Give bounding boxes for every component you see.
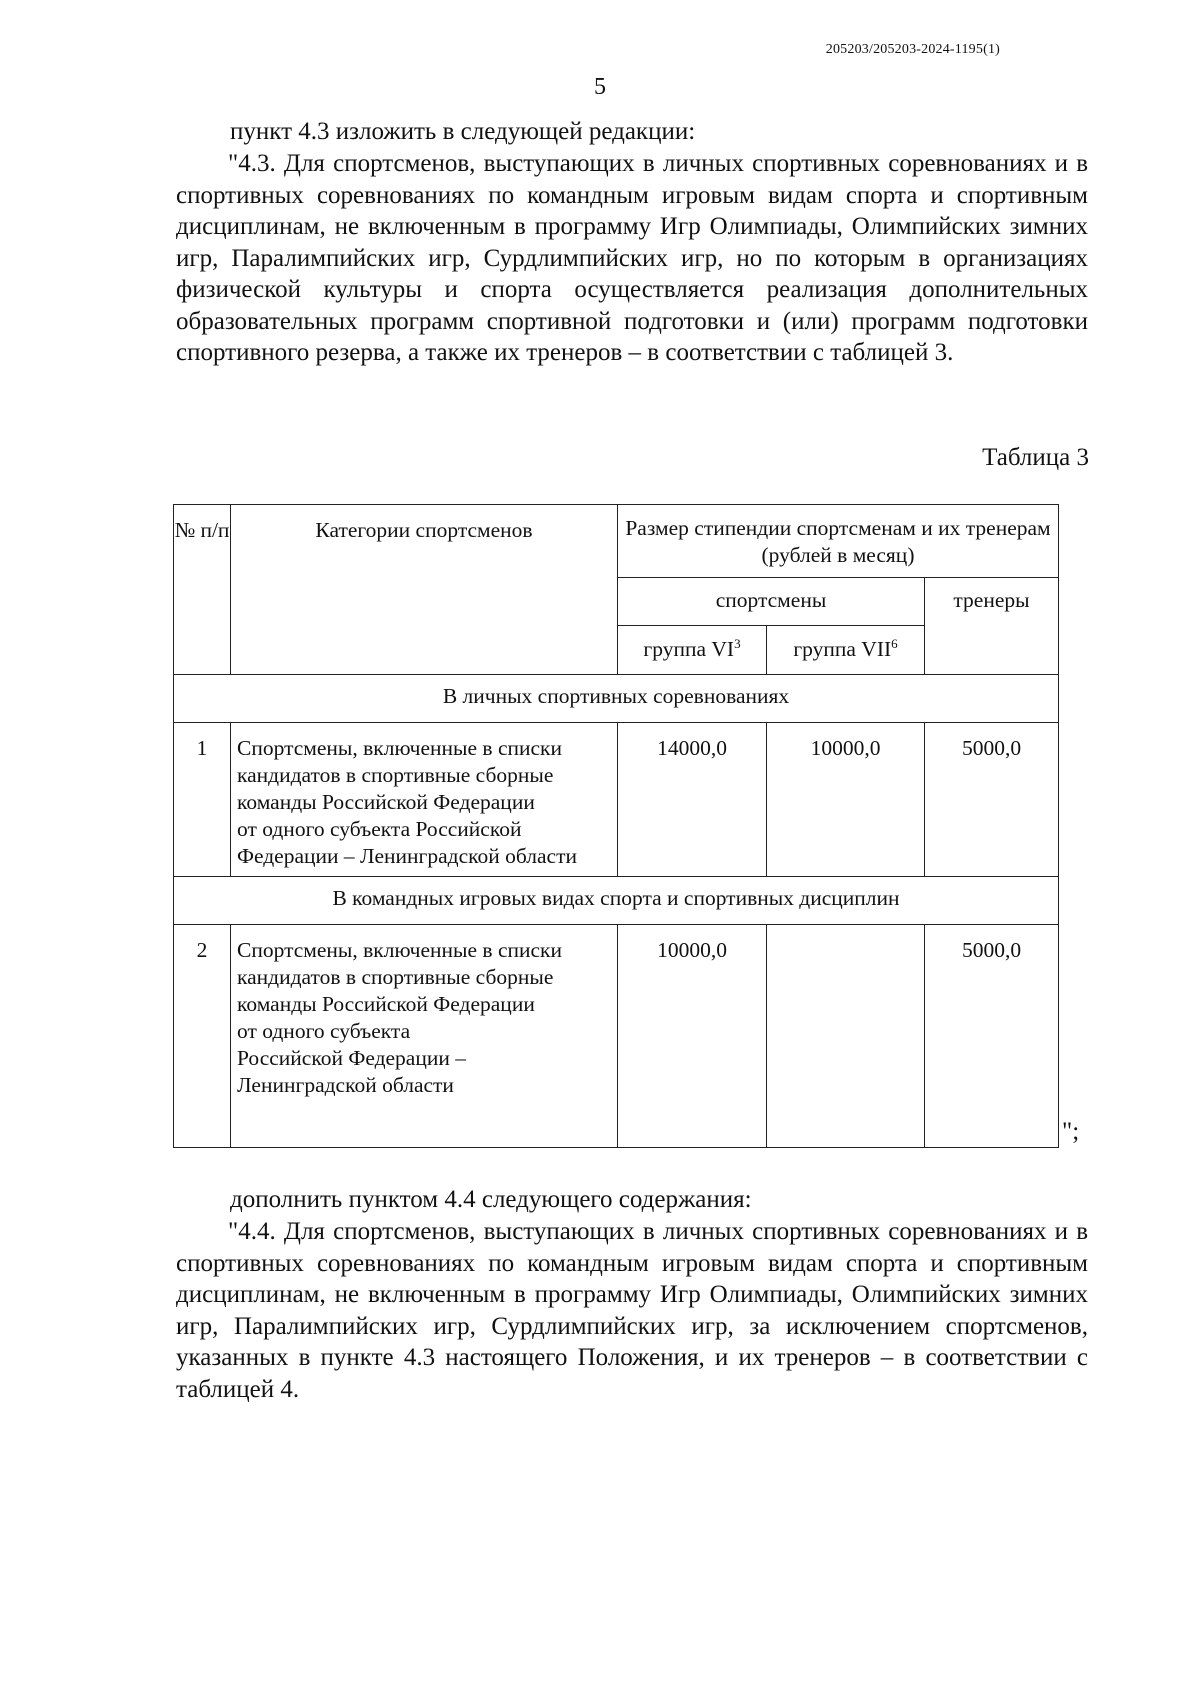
group-vii-label: группа VII (793, 637, 892, 661)
row-2-num: 2 (174, 925, 231, 1148)
row-2-group-vii (767, 925, 925, 1148)
row-1-category-line: от одного субъекта Российской (237, 817, 522, 841)
row-1-coaches: 5000,0 (925, 723, 1059, 877)
row-2-group-vi: 10000,0 (618, 925, 767, 1148)
row-1-category-line: кандидатов в спортивные сборные (237, 763, 554, 787)
header-athletes: спортсмены (618, 578, 925, 626)
table-caption: Таблица 3 (982, 444, 1089, 471)
section-team: В командных игровых видах спорта и спортивных дисциплин (174, 877, 1059, 925)
row-2-category-line: кандидатов в спортивные сборные (237, 965, 554, 989)
amendment-1-body: "4.3. Для спортсменов, выступающих в личных спортивных соревнованиях и в спортивных соревнованиях по командным игровым видам спорта и спортивным дисциплинам, не включенным в программу Игр Олимпиады, Олимпийских зимних игр, Паралимпийских игр, Сурдлимпийских игр, но по которым в организациях физической культуры и спорта осуществляется реализация дополнительных образовательных программ спортивной подготовки и (или) программ подготовки спортивного резерва, а также их тренеров – в соответствии с таблицей 3. (176, 150, 1088, 366)
header-coaches: тренеры (925, 578, 1059, 675)
table-row (174, 723, 1059, 877)
row-1-category-line: команды Российской Федерации (237, 790, 535, 814)
group-vii-footnote: 6 (891, 635, 898, 651)
header-stipend-size: Размер стипендии спортсменам и их тренерам (рублей в месяц) (618, 505, 1059, 578)
row-2-category-line: от одного субъекта (237, 1019, 411, 1043)
row-1-group-vi: 14000,0 (618, 723, 767, 877)
page-number: 5 (594, 74, 606, 100)
row-2-category-line: команды Российской Федерации (237, 992, 535, 1016)
table-row (174, 925, 1059, 1148)
amendment-1-text (176, 148, 1088, 369)
quote-end-mark: "; (1062, 1118, 1080, 1145)
section-individual: В личных спортивных соревнованиях (174, 675, 1059, 723)
row-2-category-line: Ленинградской области (237, 1073, 454, 1097)
amendment-1-intro: пункт 4.3 изложить в следующей редакции: (230, 118, 696, 145)
document-id: 205203/205203-2024-1195(1) (825, 42, 1000, 57)
header-category: Категории спортсменов (231, 505, 618, 675)
amendment-2-body: "4.4. Для спортсменов, выступающих в личных спортивных соревнованиях и в спортивных соревнованиях по командным игровым видам спорта и спортивным дисциплинам, не включенным в программу Игр Олимпиады, Олимпийских зимних игр, Паралимпийских игр, Сурдлимпийских игр, за исключением спортсменов, указанных в пункте 4.3 настоящего Положения, и их тренеров – в соответствии с таблицей 4. (176, 1218, 1088, 1403)
row-1-group-vii: 10000,0 (767, 723, 925, 877)
row-2-category-line: Спортсмены, включенные в списки (237, 938, 562, 962)
header-group-vi (618, 626, 767, 675)
row-2-category-line: Российской Федерации – (237, 1046, 466, 1070)
row-1-category-line: Федерации – Ленинградской области (237, 844, 577, 868)
row-2-category (231, 925, 618, 1148)
stipend-table (173, 504, 1059, 1148)
header-group-vii (767, 626, 925, 675)
group-vi-label: группа VI (643, 637, 735, 661)
amendment-2-intro: дополнить пунктом 4.4 следующего содержания: (230, 1186, 752, 1213)
group-vi-footnote: 3 (734, 635, 741, 651)
row-2-coaches: 5000,0 (925, 925, 1059, 1148)
row-1-num: 1 (174, 723, 231, 877)
row-1-category-line: Спортсмены, включенные в списки (237, 736, 562, 760)
amendment-2-text (176, 1216, 1088, 1405)
header-num: № п/п (174, 505, 231, 675)
row-1-category (231, 723, 618, 877)
